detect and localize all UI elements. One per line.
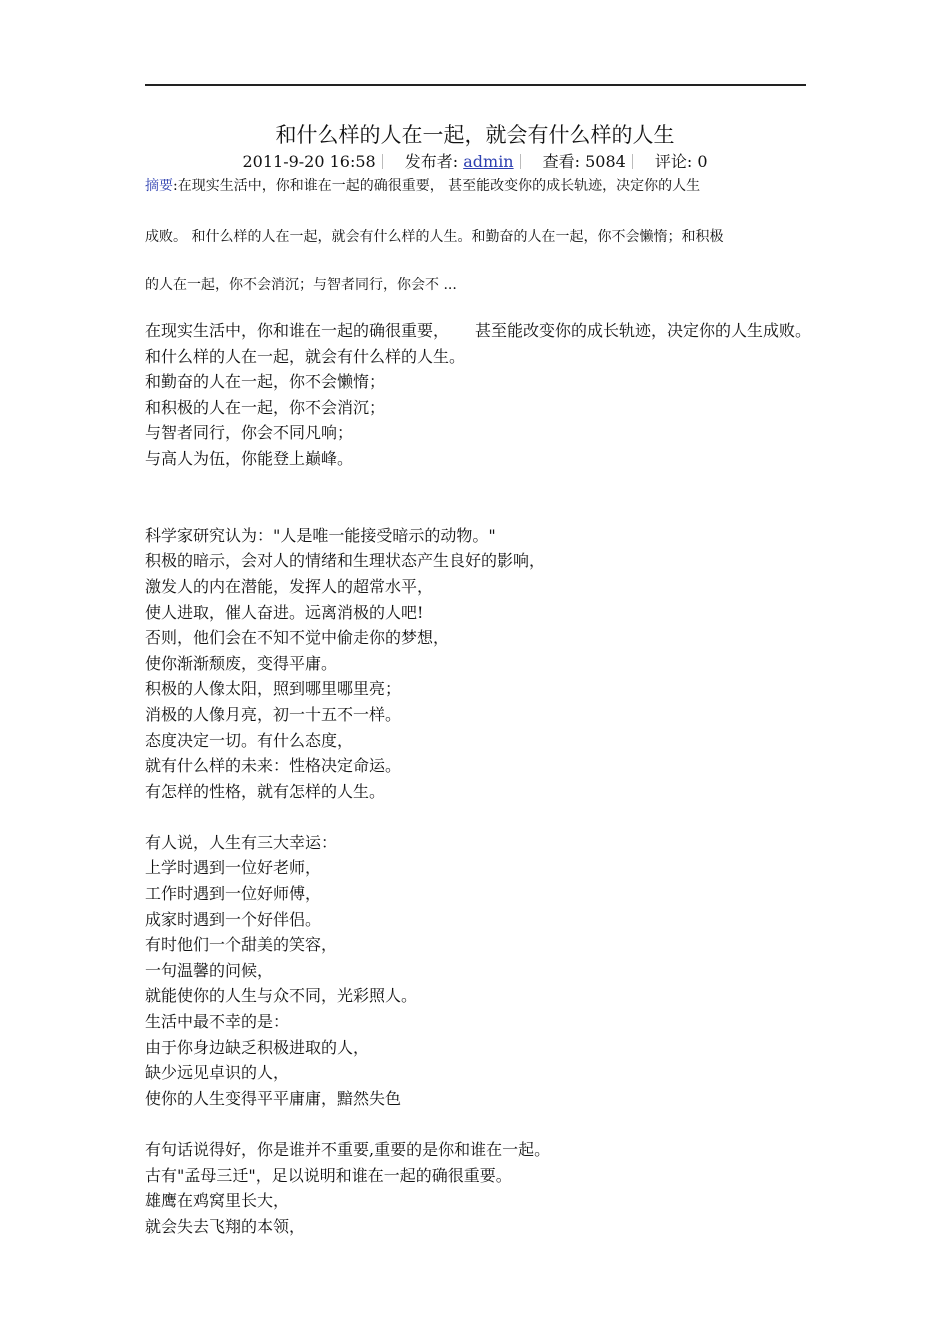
meta-divider [382,154,383,169]
paragraph-line: 有怎样的性格，就有怎样的人生。 [145,781,386,801]
meta-divider [520,154,521,169]
paragraph-line: 使你的人生变得平平庸庸，黯然失色 [145,1088,402,1108]
paragraph-line: 生活中最不幸的是： [145,1012,290,1032]
paragraph-line: 雄鹰在鸡窝里长大， [145,1191,290,1211]
article-title: 和什么样的人在一起，就会有什么样的人生 [275,123,675,147]
paragraph-line: 就会失去飞翔的本领， [145,1216,306,1236]
paragraph-line: 使你渐渐颓废，变得平庸。 [145,653,338,673]
paragraph-line: 积极的人像太阳，照到哪里哪里亮； [145,679,402,699]
paragraph-line [145,318,811,344]
author-label: 发布者: [404,152,459,171]
paragraph-line: 和积极的人在一起，你不会消沉； [145,397,386,417]
paragraph-line: 态度决定一切。有什么态度， [145,730,354,750]
paragraph-line: 就能使你的人生与众不同，光彩照人。 [145,986,418,1006]
paragraph-line: 与高人为伍，你能登上巅峰。 [145,448,354,468]
comments-count: 0 [697,152,708,171]
paragraph-line: 由于你身边缺乏积极进取的人， [145,1037,370,1057]
paragraph-line: 科学家研究认为："人是唯一能接受暗示的动物。" [145,525,496,545]
article-meta [0,151,950,173]
header-rule [145,84,806,86]
paragraph-line: 有时他们一个甜美的笑容， [145,935,338,955]
paragraph-line: 一句温馨的问候， [145,960,274,980]
paragraph-line: 激发人的内在潜能，发挥人的超常水平， [145,576,434,596]
summary-line-3: 的人在一起，你不会消沉；与智者同行，你会不 ... [145,277,457,293]
paragraph-line: 消极的人像月亮，初一十五不一样。 [145,704,402,724]
paragraph-line: 成家时遇到一个好伴侣。 [145,909,322,929]
body-text-segment: 在现实生活中，你和谁在一起的确很重要， [145,321,450,340]
post-date: 2011-9-20 16:58 [242,152,376,171]
views-label: 查看: [542,152,581,171]
paragraph-line: 缺少远见卓识的人， [145,1063,290,1083]
paragraph-line: 有人说，人生有三大幸运： [145,832,338,852]
paragraph-line: 有句话说得好，你是谁并不重要,重要的是你和谁在一起。 [145,1140,551,1159]
paragraph-line: 和什么样的人在一起，就会有什么样的人生。 [145,346,466,366]
paragraph-line: 否则，他们会在不知不觉中偷走你的梦想， [145,628,450,648]
paragraph-line: 积极的暗示，会对人的情绪和生理状态产生良好的影响， [145,551,546,571]
body-text-segment: 甚至能改变你的成长轨迹，决定你的人生成败。 [475,321,812,340]
paragraph-line: 就有什么样的未来：性格决定命运。 [145,756,402,776]
paragraph-line: 工作时遇到一位好师傅， [145,884,322,904]
paragraph-line: 和勤奋的人在一起，你不会懒惰； [145,372,386,392]
paragraph-line: 上学时遇到一位好老师， [145,858,322,878]
summary-text: :在现实生活中，你和谁在一起的确很重要， 甚至能改变你的成长轨迹，决定你的人生 [173,178,701,194]
paragraph-line: 与智者同行，你会不同凡响； [145,423,354,443]
views-count: 5084 [585,152,626,171]
article-body [145,318,811,1239]
meta-divider [632,154,633,169]
paragraph-line: 古有"孟母三迁"，足以说明和谁在一起的确很重要。 [145,1165,512,1185]
comments-label: 评论: [654,152,693,171]
summary-line-2: 成败。 和什么样的人在一起，就会有什么样的人生。和勤奋的人在一起，你不会懒惰；和积极 [145,229,724,245]
author-link[interactable]: admin [463,152,514,171]
paragraph-line: 使人进取，催人奋进。远离消极的人吧! [145,602,424,622]
summary-line-1 [145,175,700,197]
summary-label: 摘要 [145,178,173,194]
